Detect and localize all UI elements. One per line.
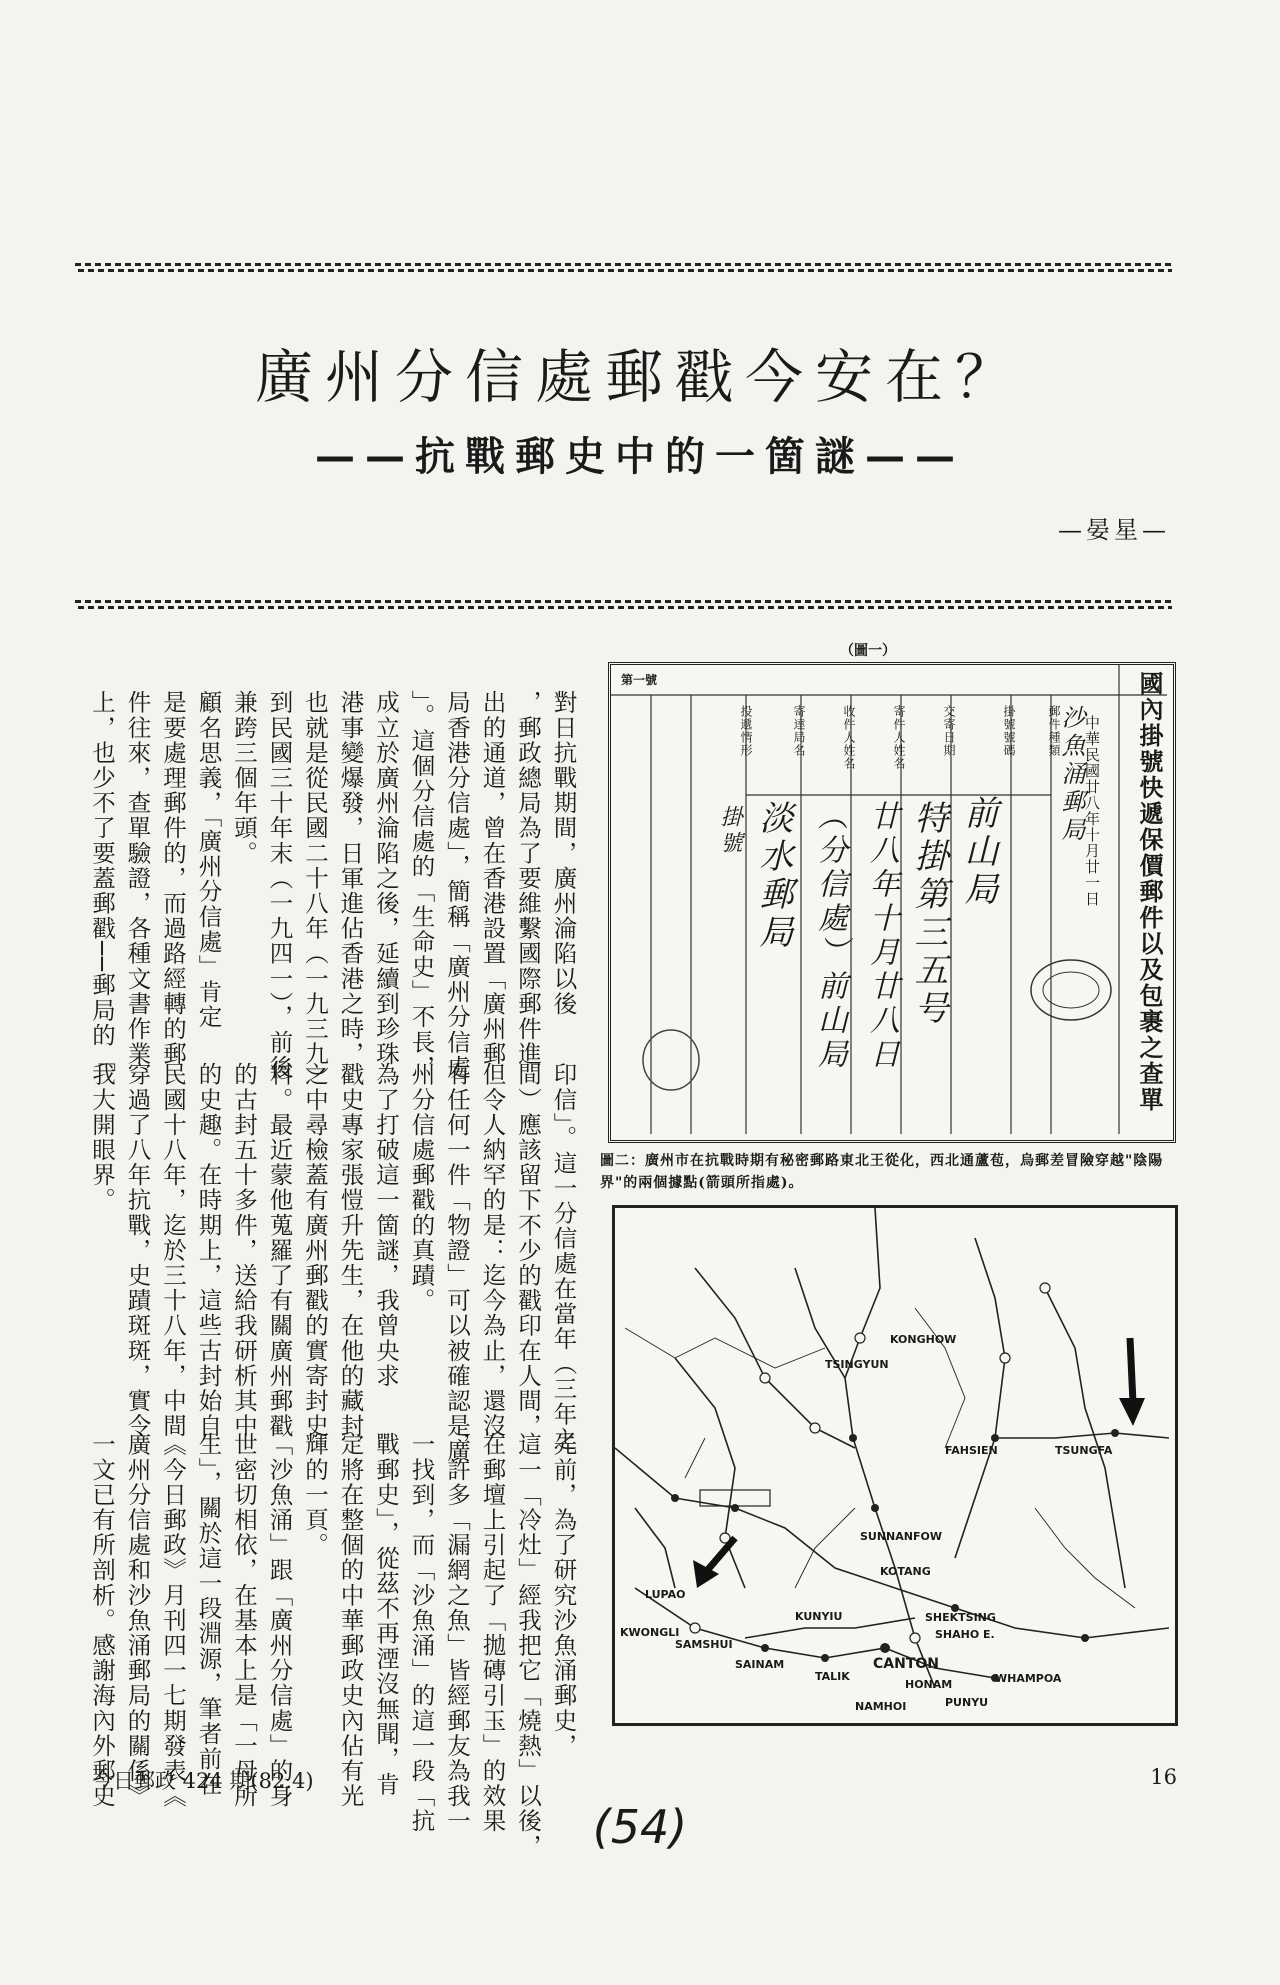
- figure1-row-5: 收件人姓名: [842, 705, 856, 770]
- body-text-column: 的史趣。在時期上，這些古封始自: [194, 1062, 223, 1439]
- map-label-honam: HONAM: [905, 1678, 953, 1691]
- figure1-stamp-text: 中華民國廿八年十月廿一日: [1083, 715, 1101, 907]
- body-text-column: 這一「冷灶」經我把它「燒熱」以後，: [514, 1432, 542, 1859]
- map-label-kotang: KOTANG: [880, 1565, 931, 1578]
- footer-page-number: 16: [1150, 1765, 1177, 1789]
- body-text-column: ，郵政總局為了要維繫國際郵件進: [514, 690, 542, 1067]
- figure1-form-title: 國內掛號快遞保價郵件以及包裹之查單: [1135, 671, 1164, 1113]
- figure1-row-7: 投遞情形: [739, 705, 753, 757]
- map-label-whampoa: WHAMPOA: [995, 1672, 1062, 1685]
- body-text-column: 生」，關於這一段淵源，筆者前在: [194, 1432, 223, 1797]
- body-text-column: 州分信處郵戳的真蹟。: [407, 1062, 436, 1313]
- body-text-column: 局香港分信處」，簡稱「廣州分信處: [443, 690, 471, 1080]
- body-text-column: 一找到，而「沙魚涌」的這一段「抗: [407, 1432, 436, 1834]
- map-label-kunyiu: KUNYIU: [795, 1610, 843, 1623]
- body-text-column: 戰郵史」，從茲不再湮沒無聞，肯: [372, 1432, 400, 1797]
- body-text-column: 「沙魚涌」跟「廣州分信處」的身: [265, 1432, 294, 1809]
- map-label-sunnanfow: SUNNANFOW: [860, 1530, 942, 1543]
- body-text-column: 戳史專家張愷升先生，在他的藏封: [336, 1062, 365, 1439]
- body-text-column: 有任何一件「物證」可以被確認是廣: [443, 1062, 471, 1464]
- body-text-column: 穿過了八年抗戰，史蹟斑斑，實令: [123, 1062, 152, 1439]
- figure1-row-1: 郵件種類: [1047, 705, 1061, 757]
- body-text-column: 定將在整個的中華郵政史內佔有光: [336, 1432, 365, 1809]
- map-label-fahsien: FAHSIEN: [945, 1444, 998, 1457]
- body-text-column: 輝的一頁。: [301, 1432, 329, 1558]
- body-text-column: ，許多「漏網之魚」皆經郵友為我一: [443, 1432, 471, 1834]
- body-text-column: 為了打破這一箇謎，我曾央求: [372, 1062, 400, 1389]
- figure1-row-3: 交寄日期: [942, 705, 956, 757]
- header-bottom-rule: [75, 600, 1172, 609]
- map-label-kwongli: KWONGLI: [620, 1626, 680, 1639]
- figure1-handwriting-6: 淡水郵局: [753, 800, 793, 952]
- body-text-column: 對日抗戰期間，廣州淪陷以後: [549, 690, 578, 1017]
- map-label-talik: TALIK: [815, 1670, 850, 1683]
- map-label-shektsing: SHEKTSING: [925, 1611, 996, 1624]
- map-label-sainam: SAINAM: [735, 1658, 785, 1671]
- map-label-punyu: PUNYU: [945, 1696, 989, 1709]
- figure1-handwriting-5: （分信處）前山局: [812, 800, 847, 1072]
- body-text-column: 顧名思義，「廣州分信處」肯定: [194, 690, 223, 1030]
- map-label-samshui: SAMSHUI: [675, 1638, 733, 1651]
- body-text-column: 到民國三十年末（一九四一），前後: [265, 690, 294, 1080]
- body-text-column: 我大開眼界。: [88, 1062, 116, 1213]
- figure1-handwriting-7: 掛號: [717, 805, 742, 857]
- figure1-row-2: 掛號號碼: [1002, 705, 1016, 757]
- map-label-tsungfa: TSUNGFA: [1055, 1444, 1113, 1457]
- article-subtitle: ——抗戰郵史中的一箇謎——: [315, 434, 965, 480]
- body-text-column: 港事變爆發，日軍進佔香港之時，: [336, 690, 365, 1067]
- body-text-column: 民國十八年，迄於三十八年，中間: [159, 1062, 187, 1439]
- figure2-caption: 圖二：廣州市在抗戰時期有秘密郵路東北王從化，西北通蘆苞，烏郵差冒險穿越"陰陽界"的兩個據點(箭頭所指處)。: [600, 1153, 1164, 1192]
- body-text-column: 出的通道，曾在香港設置「廣州郵: [478, 690, 507, 1067]
- body-text-column: 的古封五十多件，送給我研析其中: [230, 1062, 258, 1439]
- body-text-column: 世密切相依，在基本上是「一母所: [230, 1432, 258, 1809]
- body-text-column: 料。最近蒙他蒐羅了有關廣州郵戳: [265, 1062, 294, 1439]
- top-ornament-rule: [75, 263, 1172, 272]
- figure1-caption: （圖一）: [840, 643, 896, 659]
- figure1-handwriting-2: 前山局: [958, 795, 998, 909]
- map-label-konghow: KONGHOW: [890, 1333, 957, 1346]
- archive-page-number: (54): [592, 1800, 688, 1854]
- figure1-handwriting-4: 廿八年十月廿八日: [864, 800, 899, 1072]
- article-author: —晏星—: [1058, 516, 1170, 544]
- body-text-column: 在郵壇上引起了「拋磚引玉」的效果: [478, 1432, 507, 1834]
- body-text-column: 成立於廣州淪陷之後，延續到珍珠: [372, 690, 400, 1067]
- body-text-column: 一文已有所剖析。感謝海內外郵史: [88, 1432, 116, 1809]
- body-text-column: 是要處理郵件的，而過路經轉的郵: [159, 690, 187, 1067]
- body-text-column: 件往來，查單驗證，各種文書作業: [123, 690, 152, 1067]
- body-text-column: 先前，為了研究沙魚涌郵史，: [549, 1432, 578, 1759]
- map-label-namhoi: NAMHOI: [855, 1700, 907, 1713]
- body-text-column: 上，也少不了要蓋郵戳──郵局的「: [88, 690, 116, 1073]
- body-text-column: 《今日郵政》月刊四一七期發表《: [159, 1432, 187, 1809]
- figure1-handwriting-1: 沙魚涌郵局: [1057, 705, 1085, 845]
- figure2-map: [612, 1205, 1178, 1726]
- body-text-column: 印信」。這一分信處在當年（三年之: [549, 1062, 578, 1452]
- body-text-column: 之中尋檢蓋有廣州郵戳的實寄封史: [301, 1062, 329, 1439]
- body-text-column: 兼跨三個年頭。: [230, 690, 258, 866]
- figure1-row-6: 寄達局名: [792, 705, 806, 757]
- body-text-column: 」。這個分信處的「生命史」不長，: [407, 690, 436, 1080]
- footer-journal-issue: 今日郵政 424 期(82.4): [92, 1769, 314, 1793]
- figure1-postal-form: [608, 662, 1176, 1143]
- map-label-lupao: LUPAO: [645, 1588, 686, 1601]
- body-text-column: 但令人納罕的是：迄今為止，還沒: [478, 1062, 507, 1439]
- figure1-top-label: 第一號: [621, 673, 658, 687]
- article-title: 廣州分信處郵戳今安在？: [254, 343, 1025, 411]
- figure1-handwriting-3: 特掛第三五号: [908, 800, 948, 1028]
- body-text-column: 間）應該留下不少的戳印在人間，: [514, 1062, 542, 1439]
- map-label-shaho: SHAHO E.: [935, 1628, 995, 1641]
- body-text-column: 也就是從民國二十八年（一九三九）: [301, 690, 329, 1092]
- figure1-row-4: 寄件人姓名: [892, 705, 906, 770]
- map-label-tsingyun: TSINGYUN: [825, 1358, 889, 1371]
- map-label-canton: CANTON: [873, 1656, 939, 1672]
- body-text-column: 廣州分信處和沙魚涌郵局的關係》: [123, 1432, 152, 1809]
